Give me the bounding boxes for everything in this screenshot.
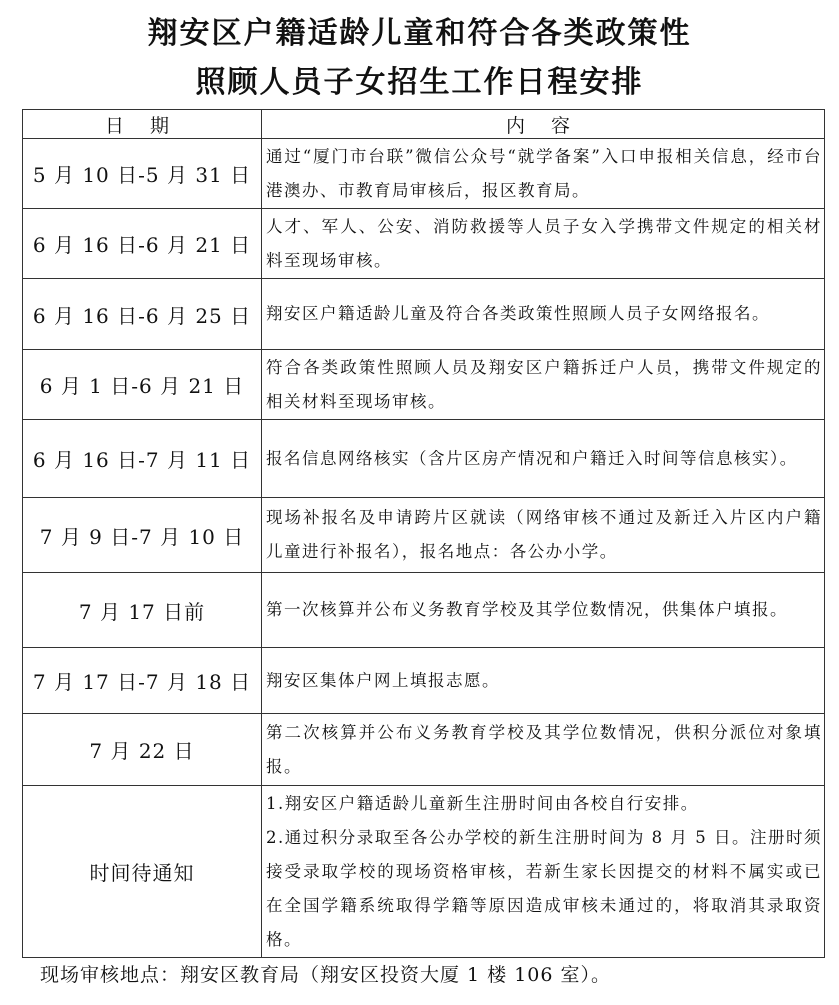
- schedule-table: [22, 109, 825, 958]
- row-date: 7 月 17 日前: [23, 573, 262, 648]
- table-row: [23, 648, 825, 714]
- row-date: 6 月 1 日-6 月 21 日: [23, 350, 262, 420]
- table-row: [23, 350, 825, 420]
- row-date: 6 月 16 日-6 月 25 日: [23, 279, 262, 350]
- row-content: 翔安区集体户网上填报志愿。: [262, 648, 825, 714]
- table-row-last: [23, 786, 825, 958]
- row-date: 5 月 10 日-5 月 31 日: [23, 139, 262, 209]
- page-title-line-1: 翔安区户籍适龄儿童和符合各类政策性: [147, 16, 692, 51]
- table-row: [23, 279, 825, 350]
- row-date: 6 月 16 日-6 月 21 日: [23, 209, 262, 279]
- row-date: 时间待通知: [23, 786, 262, 958]
- page-title-line-2: 照顾人员子女招生工作日程安排: [195, 65, 644, 100]
- row-content: 第一次核算并公布义务教育学校及其学位数情况，供集体户填报。: [262, 573, 825, 648]
- row-content: 符合各类政策性照顾人员及翔安区户籍拆迁户人员，携带文件规定的相关材料至现场审核。: [262, 350, 825, 420]
- footer-note: 现场审核地点：翔安区教育局（翔安区投资大厦 1 楼 106 室）。: [40, 964, 612, 986]
- row-content: 现场补报名及申请跨片区就读（网络审核不通过及新迁入片区内户籍儿童进行补报名），报名地点：各公办小学。: [262, 498, 825, 573]
- table-row: [23, 714, 825, 786]
- row-content: 通过“厦门市台联”微信公众号“就学备案”入口申报相关信息，经市台港澳办、市教育局审核后，报区教育局。: [262, 139, 825, 209]
- header-date: 日 期: [23, 110, 262, 139]
- row-content: [262, 786, 825, 958]
- table-row: [23, 573, 825, 648]
- row-content: 报名信息网络核实（含片区房产情况和户籍迁入时间等信息核实）。: [262, 420, 825, 498]
- row-date: 6 月 16 日-7 月 11 日: [23, 420, 262, 498]
- row-date: 7 月 9 日-7 月 10 日: [23, 498, 262, 573]
- note-item-2: 2.通过积分录取至各公办学校的新生注册时间为 8 月 5 日。注册时须接受录取学校的现场资格审核，若新生家长因提交的材料不属实或已在全国学籍系统取得学籍等原因造成审核未通过的，将取消其录取资格。: [266, 827, 822, 949]
- row-date: 7 月 22 日: [23, 714, 262, 786]
- row-content: 人才、军人、公安、消防救援等人员子女入学携带文件规定的相关材料至现场审核。: [262, 209, 825, 279]
- table-row: [23, 420, 825, 498]
- table-row: [23, 498, 825, 573]
- header-content: 内 容: [262, 110, 825, 139]
- table-row: [23, 209, 825, 279]
- table-row: [23, 139, 825, 209]
- row-content: 第二次核算并公布义务教育学校及其学位数情况，供积分派位对象填报。: [262, 714, 825, 786]
- row-content: 翔安区户籍适龄儿童及符合各类政策性照顾人员子女网络报名。: [262, 279, 825, 350]
- table-header-row: [23, 110, 825, 139]
- row-date: 7 月 17 日-7 月 18 日: [23, 648, 262, 714]
- note-item-1: 1.翔安区户籍适龄儿童新生注册时间由各校自行安排。: [266, 793, 699, 813]
